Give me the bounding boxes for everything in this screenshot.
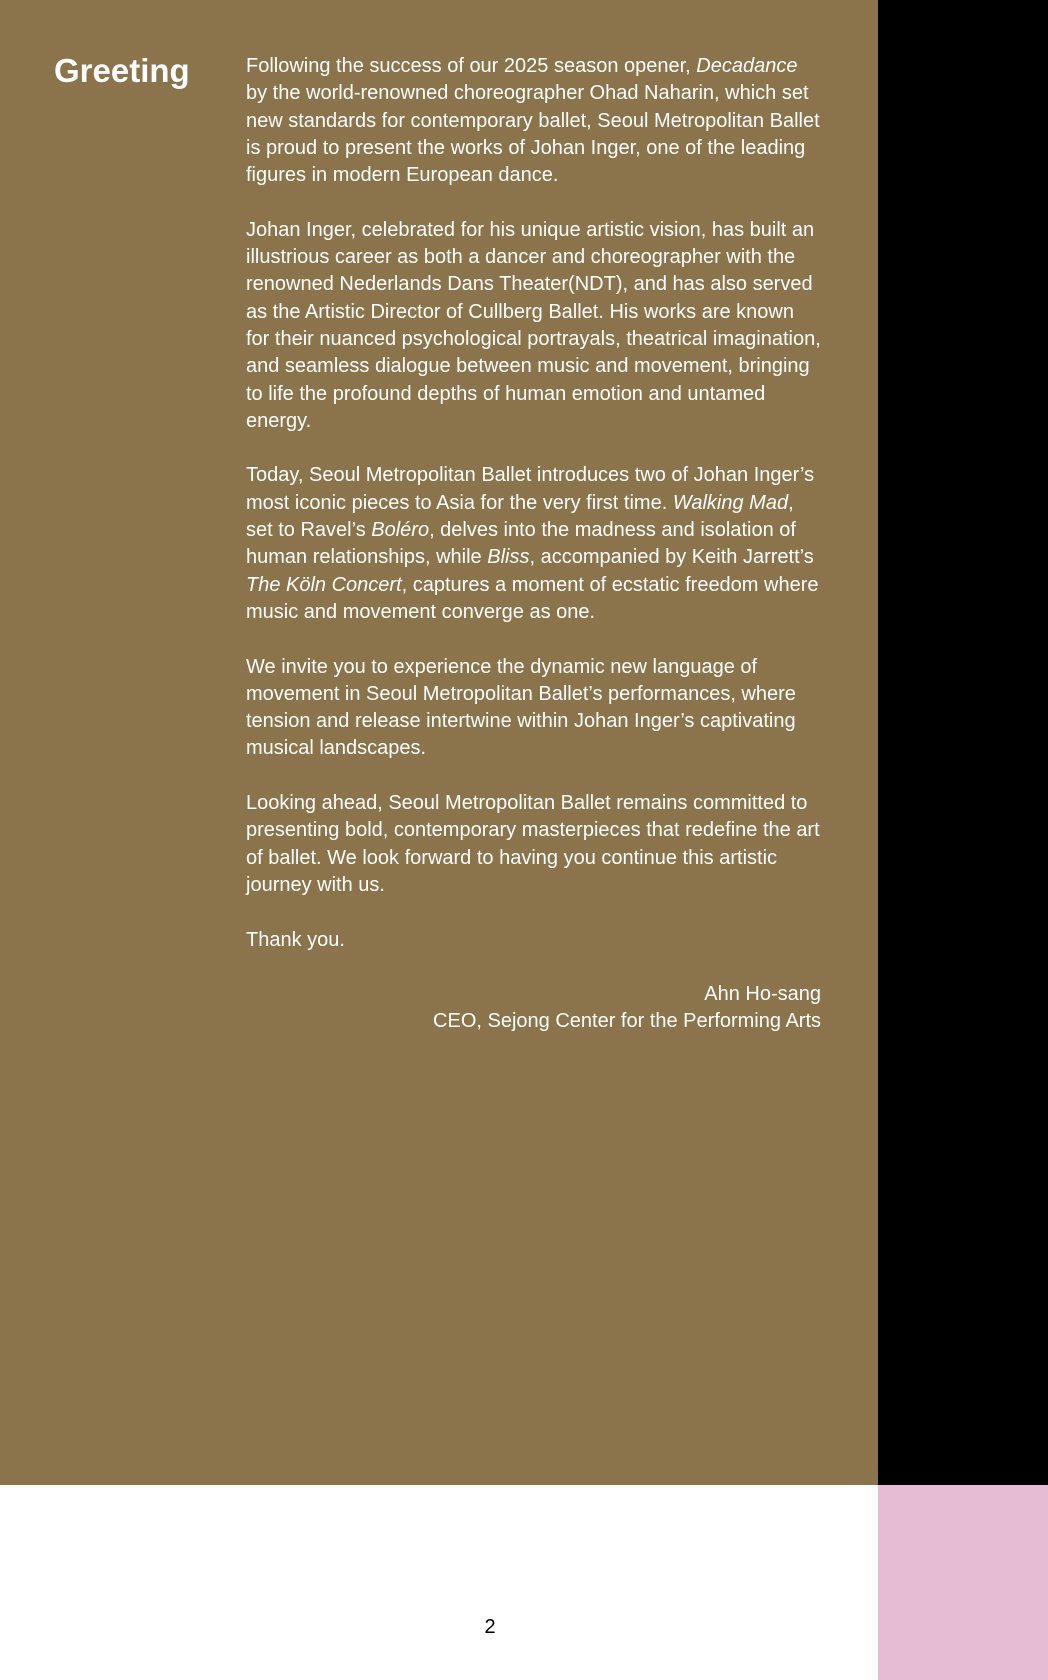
text-run: We invite you to experience the dynamic new language of movement in Seoul Metropolitan Ballet’s performances, where tension and release intertwine within Johan Inger’s captivating musical landscapes.: [246, 655, 796, 760]
body-paragraph: [246, 654, 821, 763]
side-bar-pink: [878, 1485, 1048, 1680]
body-paragraph: [246, 790, 821, 899]
paragraph-list: [246, 53, 821, 954]
text-run: , delves into the madness and isolation of human relationships, while: [246, 519, 796, 569]
page-title: Greeting: [54, 52, 190, 89]
text-run: , captures a moment of ecstatic freedom where music and movement converge as one.: [246, 573, 819, 623]
body-paragraph: [246, 462, 821, 626]
work-title: Decadance: [696, 55, 798, 77]
text-run: Thank you.: [246, 928, 345, 951]
signature-block: [246, 981, 821, 1036]
body-paragraph: [246, 927, 821, 954]
text-run: Looking ahead, Seoul Metropolitan Ballet remains committed to presenting bold, contemporary masterpieces that redefine the art of ballet. We look forward to having you continue this artistic journey with us.: [246, 792, 820, 896]
text-run: Following the success of our 2025 season opener,: [246, 55, 697, 77]
text-run: by the world-renowned choreographer Ohad Naharin, which set new standards for contemporary ballet, Seoul Metropolitan Ballet is proud to present the works of Johan Inger, one of the leading figures in modern European dance.: [246, 82, 820, 187]
body-paragraph: [246, 53, 821, 189]
text-run: Johan Inger, celebrated for his unique artistic vision, has built an illustrious career as both a dancer and choreographer with the renowned Nederlands Dans Theater(NDT), and has also served as the Artistic Director of Cullberg Ballet. His works are known for their nuanced psychological portrayals, theatrical imagination, and seamless dialogue between music and movement, bringing to life the profound depths of human emotion and untamed energy.: [246, 218, 821, 432]
page-number: 2: [484, 1616, 496, 1638]
work-title: The Köln Concert: [246, 573, 402, 596]
work-title: Walking Mad: [672, 491, 789, 514]
text-run: Today, Seoul Metropolitan Ballet introduces two of Johan Inger’s most iconic pieces to Asia for the very first time.: [246, 464, 815, 514]
text-run: , set to Ravel’s: [246, 491, 794, 542]
signature-title: CEO, Sejong Center for the Performing Arts: [433, 1010, 821, 1033]
work-title: Bliss: [487, 546, 530, 569]
side-bar-black: [878, 0, 1048, 1485]
text-run: , accompanied by Keith Jarrett’s: [529, 546, 814, 569]
body-paragraph: [246, 217, 821, 435]
signature-name: Ahn Ho-sang: [704, 983, 821, 1006]
work-title: Boléro: [371, 519, 430, 542]
greeting-body: [246, 53, 821, 1063]
